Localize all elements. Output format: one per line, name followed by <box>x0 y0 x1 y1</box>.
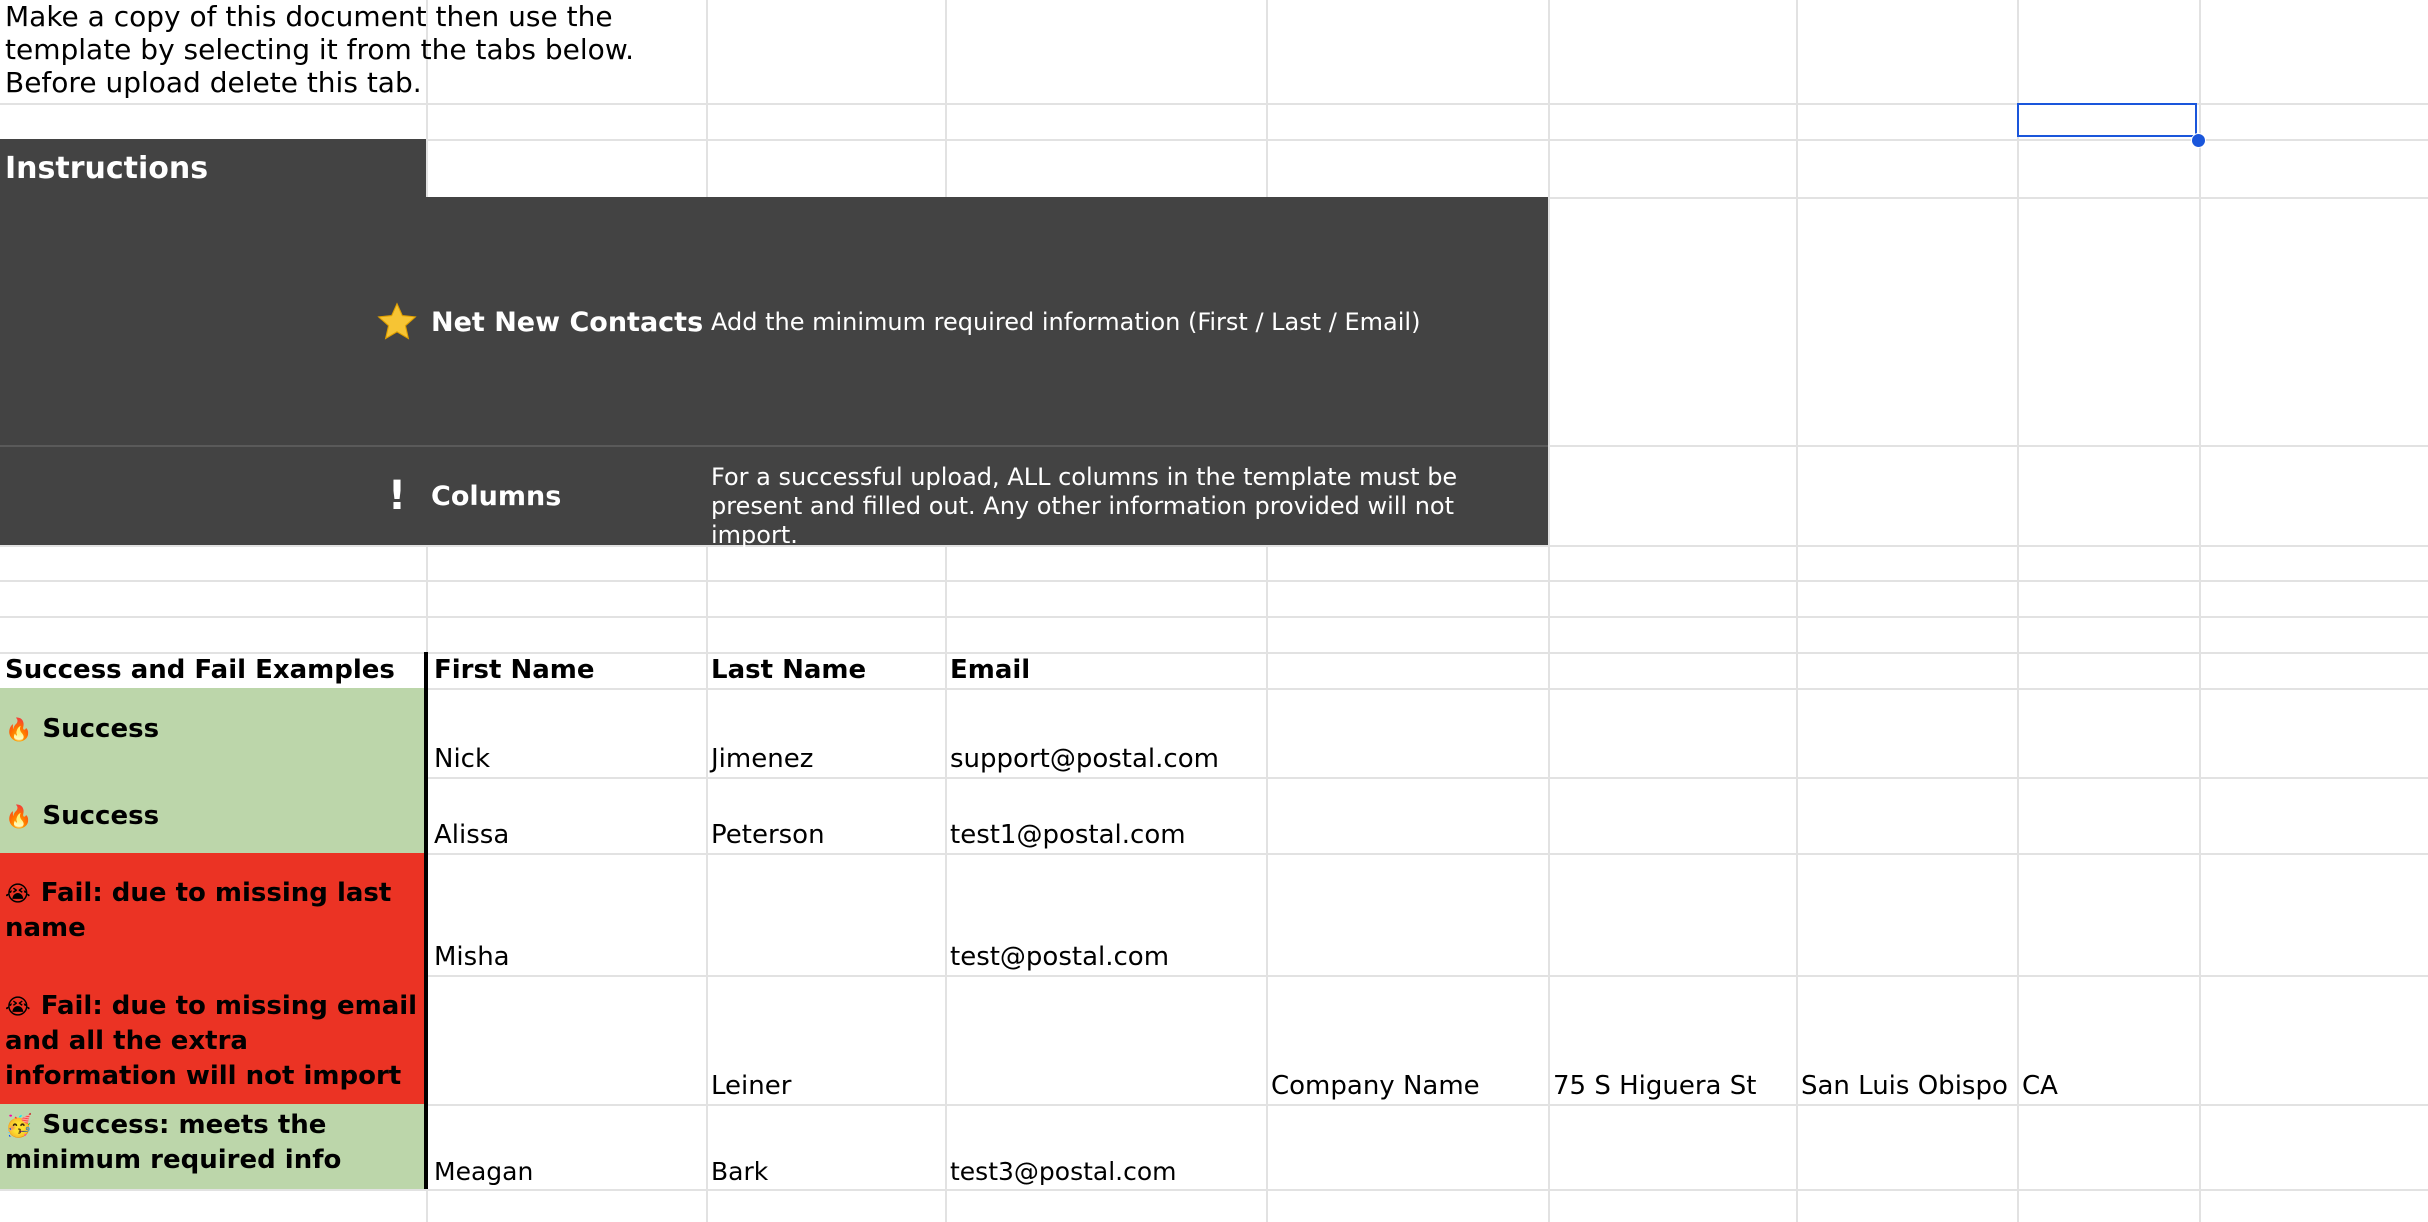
star-icon <box>372 298 422 346</box>
first-name-cell[interactable]: Nick <box>434 744 491 774</box>
company-cell[interactable]: Company Name <box>1271 1071 1480 1101</box>
fill-handle[interactable] <box>2191 133 2206 148</box>
status-cell-fail[interactable]: 😭 Fail: due to missing email and all the extra information will not import <box>0 975 424 1104</box>
header-last-name[interactable]: Last Name <box>711 655 867 685</box>
fire-icon: 🔥 <box>5 805 33 830</box>
columns-text[interactable]: For a successful upload, ALL columns in the template must be present and filled out. Any other information provided will not import. <box>711 463 1458 549</box>
net-new-contacts-text[interactable]: Add the minimum required information (First / Last / Email) <box>711 308 1421 336</box>
state-cell[interactable]: CA <box>2022 1071 2058 1101</box>
email-cell[interactable]: support@postal.com <box>950 744 1219 774</box>
address-cell[interactable]: 75 S Higuera St <box>1553 1071 1757 1101</box>
first-name-cell[interactable]: Meagan <box>434 1157 534 1186</box>
header-first-name[interactable]: First Name <box>434 655 595 685</box>
status-cell-success[interactable]: 🔥 Success <box>0 777 424 853</box>
status-cell-success[interactable]: 🥳 Success: meets the minimum required info <box>0 1104 424 1189</box>
last-name-cell[interactable] <box>706 853 945 975</box>
instructions-title: Instructions <box>5 150 209 186</box>
first-name-cell[interactable]: Misha <box>434 942 510 972</box>
email-cell[interactable]: test1@postal.com <box>950 820 1186 850</box>
instructions-divider <box>0 445 1548 447</box>
columns-label[interactable]: Columns <box>431 480 562 512</box>
email-cell[interactable]: test@postal.com <box>950 942 1170 972</box>
net-new-contacts-label[interactable]: Net New Contacts <box>431 306 704 338</box>
status-cell-fail[interactable]: 😭 Fail: due to missing last name <box>0 853 424 975</box>
exclamation-icon: ! <box>387 473 407 519</box>
fire-icon: 🔥 <box>5 718 33 743</box>
status-cell-success[interactable]: 🔥 Success <box>0 688 424 777</box>
email-cell[interactable] <box>945 975 1266 1104</box>
party-face-icon: 🥳 <box>5 1114 33 1139</box>
last-name-cell[interactable]: Peterson <box>711 820 825 850</box>
instruction-note[interactable] <box>0 0 700 103</box>
last-name-cell[interactable]: Jimenez <box>711 744 814 774</box>
email-cell[interactable]: test3@postal.com <box>950 1157 1177 1186</box>
crying-face-icon: 😭 <box>5 882 31 907</box>
selected-cell[interactable] <box>2017 103 2197 137</box>
note-line: Before upload delete this tab. <box>5 66 422 99</box>
instructions-title-cell[interactable] <box>0 139 426 197</box>
note-line: template by selecting it from the tabs below. <box>5 33 635 66</box>
last-name-cell[interactable]: Bark <box>711 1157 769 1186</box>
header-email[interactable]: Email <box>950 655 1031 685</box>
examples-header-label[interactable]: Success and Fail Examples <box>5 655 395 685</box>
crying-face-icon: 😭 <box>5 995 31 1020</box>
first-name-cell[interactable] <box>426 975 706 1104</box>
note-line: Make a copy of this document then use the <box>5 0 613 33</box>
last-name-cell[interactable]: Leiner <box>711 1071 792 1101</box>
first-name-cell[interactable]: Alissa <box>434 820 510 850</box>
city-cell[interactable]: San Luis Obispo <box>1801 1071 2008 1101</box>
